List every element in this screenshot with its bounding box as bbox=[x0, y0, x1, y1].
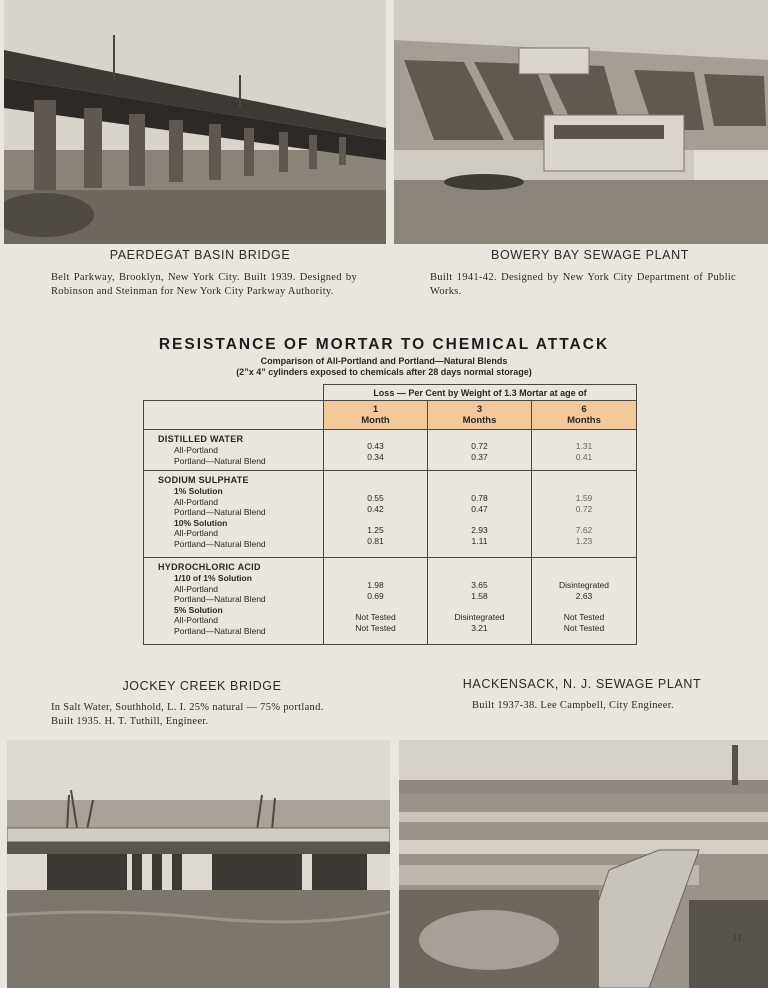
period-6-unit: Months bbox=[567, 415, 601, 426]
table-cell: 0.78 bbox=[471, 493, 488, 503]
loss-header: Loss — Per Cent by Weight of 1.3 Mortar at age of bbox=[324, 385, 637, 401]
table-subtitle bbox=[0, 356, 768, 378]
table-cell: 0.55 bbox=[367, 493, 384, 503]
bowery-bay-plant-description: Built 1941-42. Designed by New York City Department of Public Works. bbox=[430, 272, 736, 297]
group-label: SODIUM SULPHATE bbox=[158, 475, 249, 485]
table-cell: 1.58 bbox=[471, 590, 488, 601]
mortar-resistance-table bbox=[143, 384, 637, 645]
paerdegat-bridge-title: PAERDEGAT BASIN BRIDGE bbox=[109, 248, 291, 262]
table-cell: 3.65 bbox=[471, 580, 488, 590]
period-3-months bbox=[428, 401, 532, 430]
page-number: 11 bbox=[732, 933, 742, 944]
row-label: Portland—Natural Blend bbox=[174, 594, 266, 604]
row-label: All-Portland bbox=[174, 583, 218, 594]
period-6-months bbox=[532, 401, 637, 430]
group-label: DISTILLED WATER bbox=[158, 434, 244, 444]
table-cell: Disintegrated bbox=[454, 612, 505, 622]
table-subtitle-line2: (2”x 4” cylinders exposed to chemicals after 28 days normal storage) bbox=[236, 367, 532, 377]
jockey-creek-line2: Built 1935. H. T. Tuthill, Engineer. bbox=[51, 715, 209, 727]
bowery-bay-plant-title: BOWERY BAY SEWAGE PLANT bbox=[491, 248, 689, 262]
hackensack-plant-photo bbox=[399, 740, 768, 988]
table-cell: 1.25 bbox=[367, 525, 384, 535]
period-1-month bbox=[324, 401, 428, 430]
solution-label: 1/10 of 1% Solution bbox=[174, 573, 252, 583]
row-label: All-Portland bbox=[174, 496, 218, 507]
table-cell: Disintegrated bbox=[558, 580, 610, 590]
table-cell: 0.72 bbox=[575, 503, 593, 514]
solution-label: 1% Solution bbox=[174, 486, 223, 496]
solution-label: 10% Solution bbox=[174, 517, 228, 528]
table-cell: 1.98 bbox=[367, 580, 384, 590]
row-label: Portland—Natural Blend bbox=[174, 507, 266, 517]
table-group-distilled-water bbox=[144, 430, 637, 471]
table-cell: 0.72 bbox=[471, 441, 488, 451]
paerdegat-bridge-description: Belt Parkway, Brooklyn, New York City. Built 1939. Designed by Robinson and Steinman for New York City Parkway Authority. bbox=[51, 272, 357, 297]
table-cell: 1.59 bbox=[575, 493, 593, 503]
period-1-num: 1 bbox=[372, 404, 379, 415]
table-cell: 0.47 bbox=[471, 503, 488, 514]
period-6-num: 6 bbox=[581, 404, 587, 415]
table-cell: 1.23 bbox=[575, 535, 593, 546]
period-1-unit: Month bbox=[361, 415, 390, 426]
table-cell: Not Tested bbox=[563, 612, 605, 622]
jockey-creek-bridge-description bbox=[51, 701, 381, 728]
hackensack-plant-description: Built 1937-38. Lee Campbell, City Engineer. bbox=[472, 700, 674, 711]
table-cell: 1.31 bbox=[575, 441, 593, 451]
row-label: Portland—Natural Blend bbox=[174, 538, 266, 549]
table-cell: 7.62 bbox=[575, 525, 593, 535]
table-cell: 2.63 bbox=[575, 590, 593, 601]
table-cell: Not Tested bbox=[355, 612, 396, 622]
table-cell: 0.42 bbox=[367, 503, 384, 514]
table-subtitle-line1: Comparison of All-Portland and Portland—Natural Blends bbox=[260, 356, 508, 366]
solution-label: 5% Solution bbox=[174, 604, 223, 615]
table-cell: Not Tested bbox=[563, 622, 605, 633]
table-title: RESISTANCE OF MORTAR TO CHEMICAL ATTACK bbox=[158, 336, 610, 353]
group-label: HYDROCHLORIC ACID bbox=[158, 562, 261, 572]
jockey-creek-bridge-photo bbox=[7, 740, 390, 988]
jockey-creek-bridge-title: JOCKEY CREEK BRIDGE bbox=[122, 679, 282, 693]
row-label: All-Portland bbox=[174, 445, 218, 455]
table-cell: 0.43 bbox=[367, 441, 384, 451]
row-label: All-Portland bbox=[174, 615, 218, 625]
table-cell: 3.21 bbox=[471, 622, 488, 633]
hackensack-plant-title: HACKENSACK, N. J. SEWAGE PLANT bbox=[462, 677, 702, 691]
table-cell: 0.41 bbox=[575, 451, 593, 462]
row-label: Portland—Natural Blend bbox=[174, 625, 266, 636]
table-cell: 0.37 bbox=[471, 451, 488, 462]
table-cell: 0.81 bbox=[367, 535, 384, 546]
table-group-sodium-sulphate bbox=[144, 471, 637, 558]
table-group-hydrochloric-acid bbox=[144, 558, 637, 645]
period-3-num: 3 bbox=[476, 404, 483, 415]
table-cell: Not Tested bbox=[355, 622, 396, 633]
bowery-bay-plant-photo bbox=[394, 0, 768, 244]
table-cell: 2.93 bbox=[471, 525, 488, 535]
table-cell: 1.11 bbox=[471, 535, 488, 546]
row-label: All-Portland bbox=[174, 528, 218, 538]
jockey-creek-line1: In Salt Water, Southhold, L. I. 25% natural — 75% portland. bbox=[51, 702, 324, 713]
paerdegat-bridge-photo bbox=[4, 0, 386, 244]
table-cell: 0.69 bbox=[367, 590, 384, 601]
period-3-unit: Months bbox=[462, 415, 497, 426]
table-cell: 0.34 bbox=[367, 451, 384, 462]
row-label: Portland—Natural Blend bbox=[174, 455, 266, 466]
